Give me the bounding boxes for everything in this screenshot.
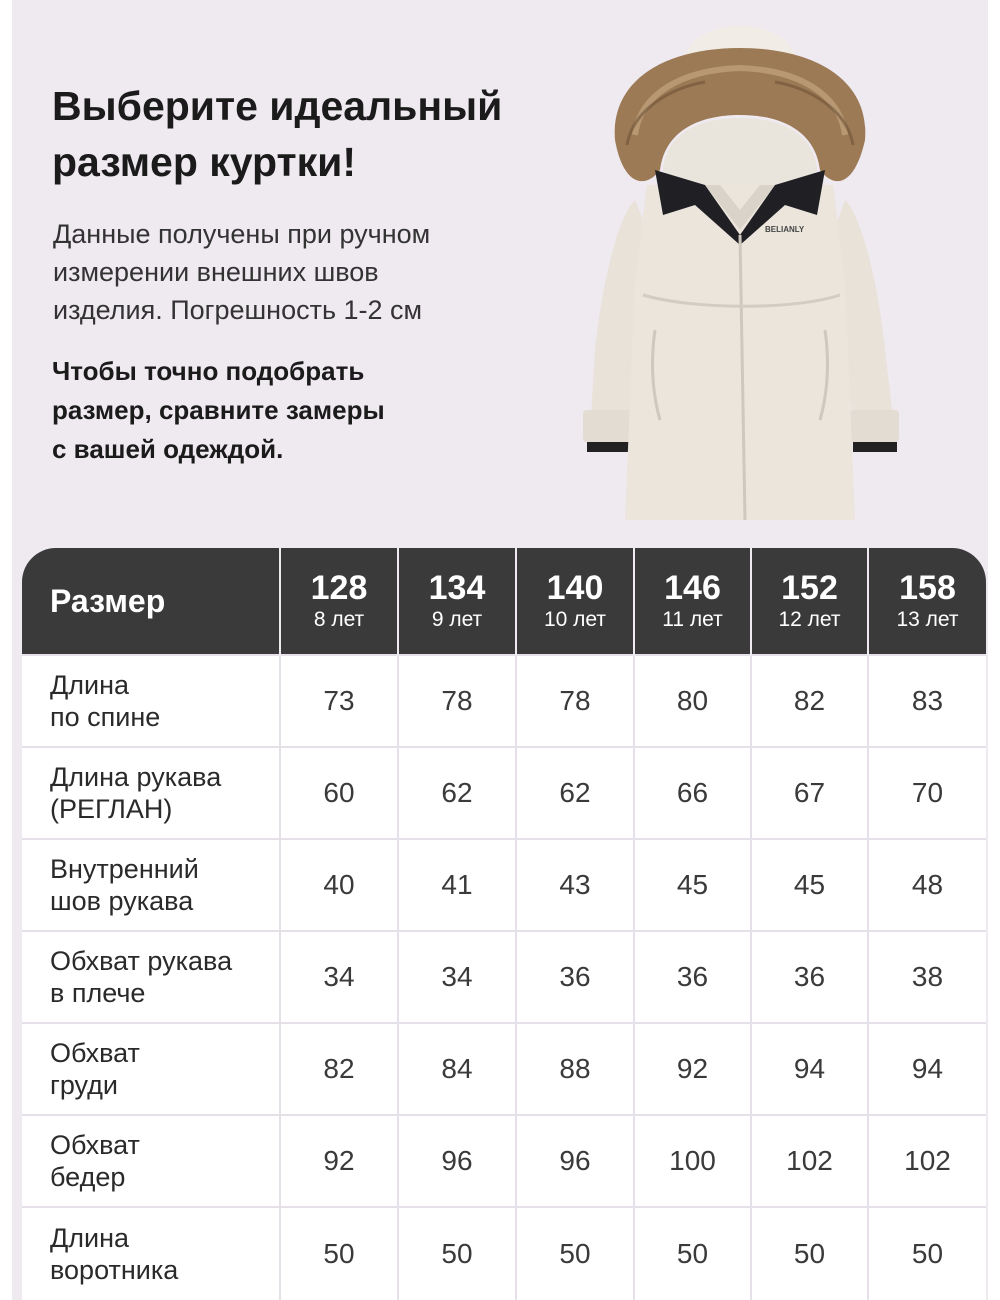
size-header-cell: [280, 548, 398, 655]
label-line: Длина: [50, 670, 130, 700]
table-cell: 50: [516, 1207, 634, 1300]
table-row: [22, 1023, 986, 1115]
size-number: 134: [428, 569, 486, 607]
label-line: Обхват: [50, 1130, 140, 1160]
table-cell: 94: [751, 1023, 868, 1115]
description-line: измерении внешних швов: [53, 257, 379, 287]
table-cell: 43: [516, 839, 634, 931]
table-row: [22, 1115, 986, 1207]
measurement-description: [53, 215, 503, 329]
table-cell: 36: [634, 931, 751, 1023]
table-cell: 67: [751, 747, 868, 839]
size-number: 146: [664, 569, 721, 607]
size-age: 9 лет: [431, 608, 483, 631]
measurement-label: [22, 1023, 280, 1115]
measurement-label: [22, 1207, 280, 1300]
table-cell: 78: [516, 655, 634, 747]
measurement-label: [22, 931, 280, 1023]
size-header-row: [22, 548, 986, 655]
table-cell: 36: [516, 931, 634, 1023]
table-row: [22, 931, 986, 1023]
table-cell: 73: [280, 655, 398, 747]
size-table: [22, 548, 986, 1300]
label-line: Внутренний: [50, 854, 199, 884]
table-cell: 92: [280, 1115, 398, 1207]
table-cell: 102: [751, 1115, 868, 1207]
label-line: Длина рукава: [50, 762, 222, 792]
label-line: по спине: [50, 702, 161, 732]
measurement-label: [22, 1115, 280, 1207]
fit-advice: [52, 352, 472, 469]
table-cell: 96: [398, 1115, 516, 1207]
table-cell: 50: [634, 1207, 751, 1300]
table-cell: 41: [398, 839, 516, 931]
size-age: 13 лет: [896, 608, 959, 631]
label-line: Длина: [50, 1223, 130, 1253]
table-cell: 80: [634, 655, 751, 747]
label-line: Обхват: [50, 1038, 140, 1068]
table-cell: 94: [868, 1023, 986, 1115]
table-cell: 88: [516, 1023, 634, 1115]
advice-line: Чтобы точно подобрать: [52, 356, 365, 386]
table-cell: 34: [398, 931, 516, 1023]
table-cell: 62: [516, 747, 634, 839]
table-cell: 96: [516, 1115, 634, 1207]
size-age: 12 лет: [778, 608, 841, 631]
description-line: изделия. Погрешность 1-2 см: [53, 295, 423, 325]
table-cell: 48: [868, 839, 986, 931]
table-cell: 36: [751, 931, 868, 1023]
size-age: 11 лет: [662, 608, 723, 631]
table-cell: 50: [751, 1207, 868, 1300]
table-cell: 62: [398, 747, 516, 839]
table-cell: 102: [868, 1115, 986, 1207]
measurement-label: [22, 839, 280, 931]
table-cell: 66: [634, 747, 751, 839]
table-cell: 45: [634, 839, 751, 931]
size-number: 158: [899, 569, 956, 607]
label-line: бедер: [50, 1162, 126, 1192]
table-cell: 82: [751, 655, 868, 747]
table-cell: 38: [868, 931, 986, 1023]
size-header-cell: [868, 548, 986, 655]
size-number: 152: [781, 569, 838, 607]
size-number: 140: [546, 569, 604, 607]
description-line: Данные получены при ручном: [53, 219, 431, 249]
label-line: Обхват рукава: [50, 946, 233, 976]
page-title: [52, 78, 572, 190]
table-cell: 50: [868, 1207, 986, 1300]
table-row: [22, 1207, 986, 1300]
size-number: 128: [310, 569, 368, 607]
size-header-cell: [751, 548, 868, 655]
table-cell: 45: [751, 839, 868, 931]
table-cell: 60: [280, 747, 398, 839]
label-line: груди: [50, 1070, 119, 1100]
size-age: 8 лет: [313, 608, 365, 631]
size-header-cell: [398, 548, 516, 655]
size-header-cell: [516, 548, 634, 655]
table-row: [22, 747, 986, 839]
label-line: (РЕГЛАН): [50, 794, 173, 824]
jacket-image: [555, 20, 925, 530]
table-cell: 84: [398, 1023, 516, 1115]
size-column-header: Размер: [22, 548, 280, 655]
jacket-logo: BELIANLY: [765, 225, 805, 234]
table-cell: 40: [280, 839, 398, 931]
label-line: в плече: [50, 978, 146, 1008]
table-cell: 50: [280, 1207, 398, 1300]
title-line: размер куртки!: [52, 139, 357, 185]
table-row: [22, 839, 986, 931]
measurement-label: [22, 747, 280, 839]
table-row: [22, 655, 986, 747]
title-line: Выберите идеальный: [52, 83, 503, 129]
table-cell: 34: [280, 931, 398, 1023]
advice-line: с вашей одеждой.: [52, 434, 284, 464]
table-cell: 92: [634, 1023, 751, 1115]
measurement-label: [22, 655, 280, 747]
table-cell: 82: [280, 1023, 398, 1115]
advice-line: размер, сравните замеры: [52, 395, 385, 425]
table-cell: 83: [868, 655, 986, 747]
label-line: шов рукава: [50, 886, 194, 916]
table-cell: 78: [398, 655, 516, 747]
size-header-cell: [634, 548, 751, 655]
table-cell: 100: [634, 1115, 751, 1207]
table-cell: 50: [398, 1207, 516, 1300]
size-age: 10 лет: [543, 608, 607, 631]
label-line: воротника: [50, 1255, 179, 1285]
table-cell: 70: [868, 747, 986, 839]
